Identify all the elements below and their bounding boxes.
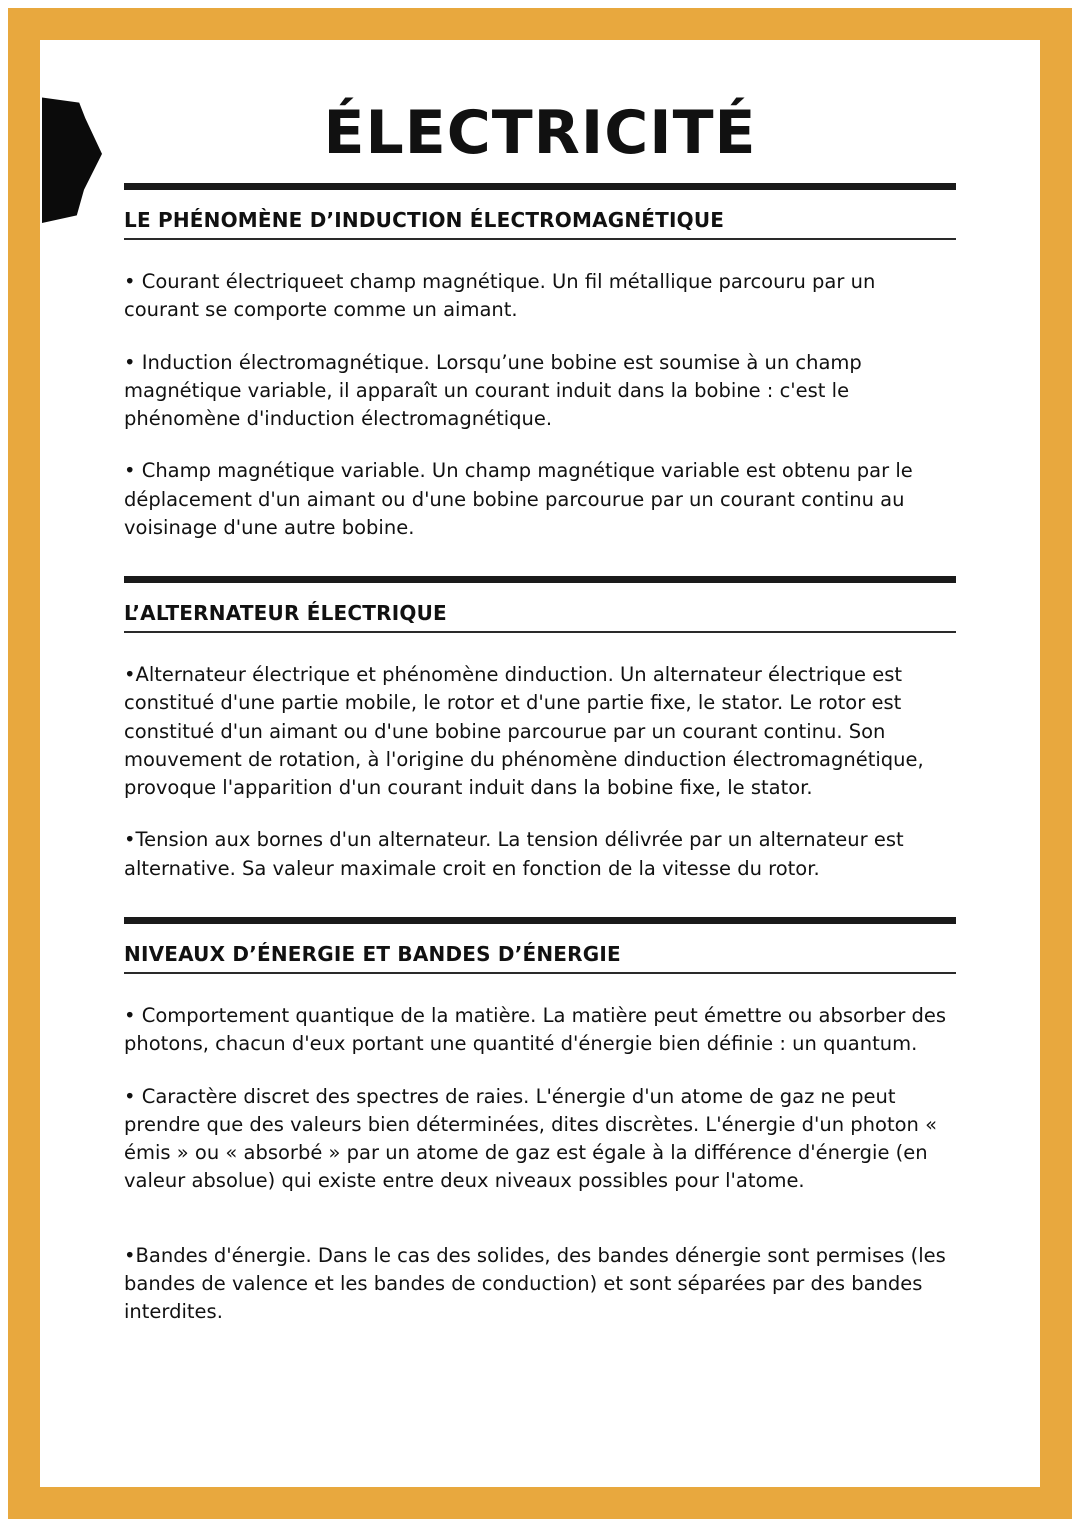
section-heading-alternateur: L’ALTERNATEUR ÉLECTRIQUE [124, 601, 447, 626]
section-heading-niveaux-energie: NIVEAUX D’ÉNERGIE ET BANDES D’ÉNERGIE [124, 941, 621, 966]
bullet-paragraph: • Champ magnétique variable. Un champ magnétique variable est obtenu par le déplacement d'un aimant ou d'une bobine parcourue par un courant continu au voisinage d'une autre bobine. [124, 459, 913, 539]
bullet-paragraph: •Alternateur électrique et phénomène dinduction. Un alternateur électrique est constitué d'une partie mobile, le rotor et d'une partie fixe, le stator. Le rotor est constitué d'un aimant ou d'une bobine parcourue par un courant continu. Son mouvement de rotation, à l'origine du phénomène dinduction électromagnétique, provoque l'apparition d'un courant induit dans la bobine fixe, le stator. [124, 663, 924, 800]
heading-underline [124, 238, 956, 240]
section-divider [124, 576, 956, 583]
bullet-paragraph: •Tension aux bornes d'un alternateur. La tension délivrée par un alternateur est alternative. Sa valeur maximale croit en fonction de la vitesse du rotor. [124, 828, 904, 880]
section-divider [124, 183, 956, 190]
bullet-paragraph: • Comportement quantique de la matière. La matière peut émettre ou absorber des photons, chacun d'eux portant une quantité d'énergie bien définie : un quantum. [124, 1003, 947, 1056]
section-heading-induction: LE PHÉNOMÈNE D’INDUCTION ÉLECTROMAGNÉTIQUE [124, 208, 725, 232]
bullet-paragraph: • Courant électriqueet champ magnétique. Un fil métallique parcouru par un courant se comporte comme un aimant. [124, 270, 876, 322]
heading-underline [124, 631, 956, 633]
bullet-paragraph: •Bandes d'énergie. Dans le cas des solides, des bandes dénergie sont permises (les bandes de valence et les bandes de conduction) et sont séparées par des bandes interdites. [124, 1243, 946, 1324]
section-divider [124, 917, 956, 924]
bullet-paragraph: • Induction électromagnétique. Lorsqu’une bobine est soumise à un champ magnétique variable, il apparaît un courant induit dans la bobine : c'est le phénomène d'induction électromagnétique. [124, 350, 862, 431]
page-title: ÉLECTRICITÉ [323, 98, 757, 168]
orange-border-frame [8, 8, 1072, 1519]
bullet-paragraph: • Caractère discret des spectres de raies. L'énergie d'un atome de gaz ne peut prendre que des valeurs bien déterminées, dites discrètes. L'énergie d'un photon « émis » ou « absorbé » par un atome de gaz est égale à la différence d'énergie (en valeur absolue) qui existe entre deux niveaux possibles pour l'atome. [124, 1084, 938, 1193]
heading-underline [124, 972, 956, 974]
document-content [40, 40, 1040, 1326]
